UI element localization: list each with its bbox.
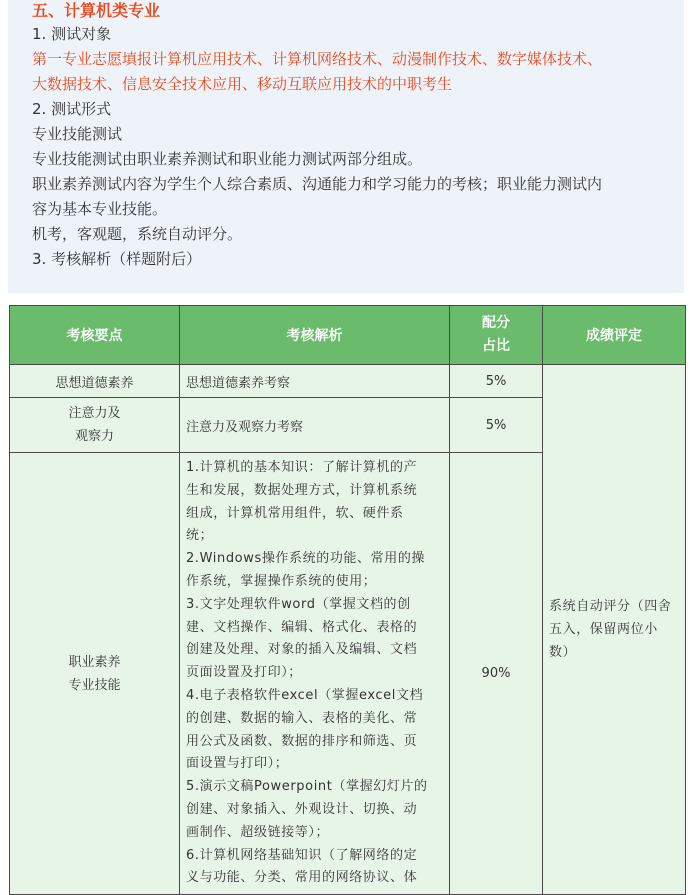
analysis-line: 页面设置及打印）； — [186, 665, 302, 681]
analysis-line: 5.演示文稿Powerpoint（掌握幻灯片的 — [186, 779, 428, 795]
section-heading: 五、计算机类专业 — [32, 1, 161, 20]
header-score-weight — [450, 306, 543, 365]
row-analysis-detail — [180, 453, 450, 895]
info-line-highlight: 第一专业志愿填报计算机应用技术、计算机网络技术、动漫制作技术、数字媒体技术、 — [32, 50, 603, 68]
analysis-line: 1.计算机的基本知识：了解计算机的产 — [186, 460, 418, 475]
row-point — [10, 398, 180, 453]
info-line: 3. 考核解析（样题附后） — [32, 250, 202, 268]
header-grading: 成绩评定 — [543, 306, 686, 365]
table-header-row — [10, 306, 686, 365]
info-line-highlight: 大数据技术、信息安全技术应用、移动互联应用技术的中职考生 — [32, 75, 453, 93]
info-line: 职业素养测试内容为学生个人综合素质、沟通能力和学习能力的考核；职业能力测试内 — [32, 175, 603, 193]
header-assessment-point: 考核要点 — [10, 306, 180, 365]
analysis-line: 画制作、超级链接等）； — [186, 824, 330, 840]
grading-line: 系统自动评分（四舍 — [549, 599, 672, 615]
analysis-line: 组成，计算机常用组件，软、硬件系 — [186, 505, 404, 521]
analysis-line: 3.文字处理软件word（掌握文档的创 — [186, 596, 411, 612]
row-analysis: 思想道德素养考察 — [180, 365, 450, 398]
analysis-line: 2.Windows操作系统的功能、常用的操 — [186, 551, 426, 567]
info-line: 1. 测试对象 — [32, 25, 112, 43]
info-line: 容为基本专业技能。 — [32, 200, 168, 218]
header-score-weight-line2: 占比 — [482, 338, 510, 354]
analysis-line: 建、文档操作、编辑、格式化、表格的 — [186, 619, 418, 635]
analysis-line: 创建、对象插入、外观设计、切换、动 — [186, 801, 418, 817]
info-line: 2. 测试形式 — [32, 100, 112, 118]
analysis-line: 4.电子表格软件excel（掌握excel文档 — [186, 687, 424, 703]
header-assessment-analysis: 考核解析 — [180, 306, 450, 365]
analysis-line: 义与功能、分类、常用的网络协议、体 — [186, 870, 418, 886]
info-line: 机考，客观题，系统自动评分。 — [32, 225, 243, 243]
analysis-line: 用公式及函数、数据的排序和筛选、页 — [186, 733, 418, 749]
row-point-line: 职业素养 — [68, 654, 121, 670]
assessment-table — [9, 305, 686, 895]
analysis-line: 创建及处理、对象的插入及编辑、文档 — [186, 642, 418, 658]
row-weight: 5% — [450, 398, 543, 453]
row-point — [10, 453, 180, 895]
analysis-line: 的创建、数据的输入、表格的美化、常 — [186, 710, 418, 726]
row-analysis: 注意力及观察力考察 — [180, 398, 450, 453]
grading-cell — [543, 365, 686, 895]
analysis-line: 6.计算机网络基础知识（了解网络的定 — [186, 847, 418, 863]
analysis-line: 面设置与打印）； — [186, 756, 289, 772]
row-point-line: 观察力 — [74, 429, 114, 444]
analysis-line: 统； — [186, 528, 214, 544]
row-point-line: 专业技能 — [68, 677, 121, 693]
grading-line: 五入，保留两位小 — [549, 622, 658, 638]
analysis-line: 生和发展，数据处理方式，计算机系统 — [186, 482, 418, 498]
header-score-weight-line1: 配分 — [482, 315, 510, 331]
row-weight: 5% — [450, 365, 543, 398]
table-row — [10, 365, 686, 398]
section-info-box — [8, 0, 684, 293]
analysis-line: 作系统，掌握操作系统的使用； — [186, 573, 377, 589]
row-point-line: 注意力及 — [68, 406, 121, 421]
row-point: 思想道德素养 — [10, 365, 180, 398]
grading-line: 数） — [549, 645, 577, 661]
info-line: 专业技能测试由职业素养测试和职业能力测试两部分组成。 — [32, 150, 423, 168]
info-line: 专业技能测试 — [32, 125, 123, 143]
row-weight: 90% — [450, 453, 543, 895]
